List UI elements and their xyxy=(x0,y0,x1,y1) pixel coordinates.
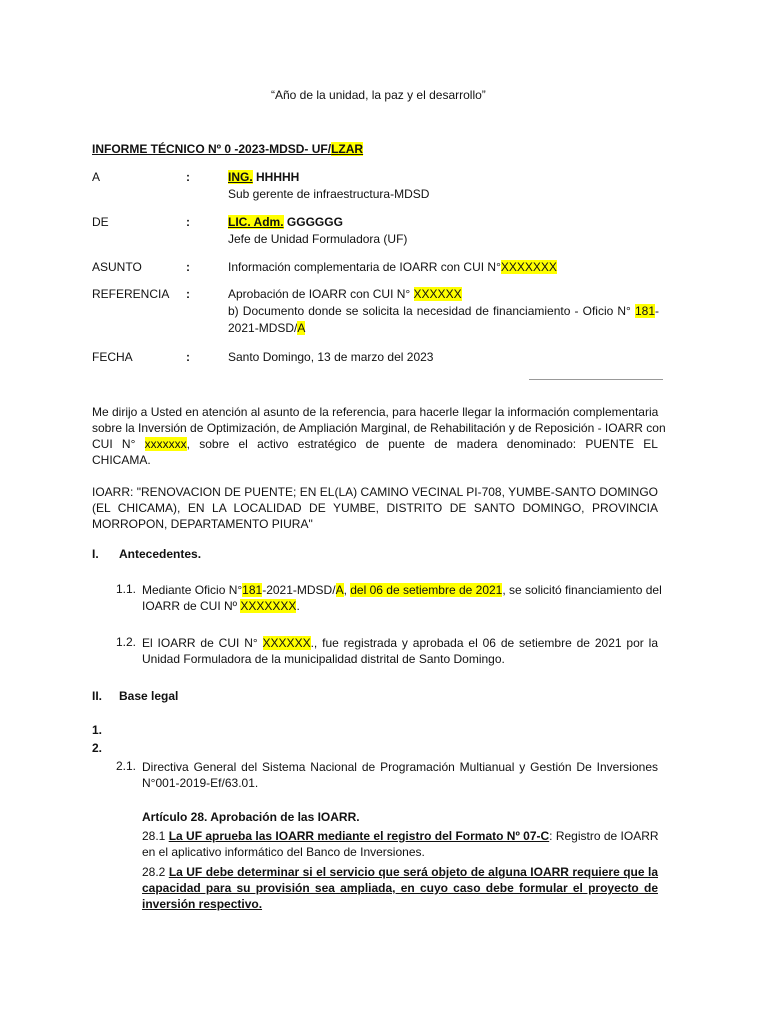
label-referencia: REFERENCIA xyxy=(92,287,170,301)
intro-line-3 xyxy=(92,436,658,452)
item-1-1-oficio: 181 xyxy=(242,583,263,597)
motto: “Año de la unidad, la paz y el desarrollo” xyxy=(271,88,486,102)
sender-title: LIC. Adm. xyxy=(228,215,284,229)
item-1-1-l2a: IOARR de CUI Nº xyxy=(142,599,241,613)
label-de: DE xyxy=(92,215,109,229)
item-1-1-date: del 06 de setiembre de 2021 xyxy=(350,583,503,597)
label-a: A xyxy=(92,170,101,184)
reference-line-3-highlight: A xyxy=(297,321,306,335)
section-2-title: Base legal xyxy=(119,689,179,703)
article-28-2-line-1 xyxy=(142,864,658,880)
article-28-2-line-1-text: La UF debe determinar si el servicio que será objeto de alguna IOARR requiere que la xyxy=(168,865,658,879)
sender-name xyxy=(228,215,343,229)
report-title-highlight: LZAR xyxy=(331,142,364,156)
item-1-1-letter: A xyxy=(335,583,344,597)
reference-line-1 xyxy=(228,287,462,301)
subject-text xyxy=(228,260,557,274)
item-1-2-line-2: Unidad Formuladora de la municipalidad distrital de Santo Domingo. xyxy=(142,652,505,666)
item-2-1-number: 2.1. xyxy=(116,759,137,773)
report-title-text: INFORME TÉCNICO Nº 0 -2023-MDSD- UF/ xyxy=(92,142,332,156)
ioarr-paragraph xyxy=(92,484,658,532)
reference-line-2-text: b) Documento donde se solicita la necesidad de financiamiento - Oficio N° xyxy=(228,304,635,318)
item-2-1-text xyxy=(142,759,658,791)
section-1-number: I. xyxy=(92,547,99,561)
ioarr-line-2: (EL CHICAMA), EN LA LOCALIDAD DE YUMBE, DISTRITO DE SANTO DOMINGO, PROVINCIA xyxy=(92,501,658,515)
item-1-2-cui: XXXXXX xyxy=(262,636,311,650)
reference-cui: XXXXXX xyxy=(413,287,462,301)
item-1-1-b: -2021-MDSD/ xyxy=(262,583,336,597)
sender-role: Jefe de Unidad Formuladora (UF) xyxy=(228,232,408,246)
header-divider xyxy=(529,379,663,380)
recipient-title: ING. xyxy=(228,170,253,184)
recipient-name-text: HHHHH xyxy=(252,170,300,184)
item-1-1-d: , se solicitó financiamiento del xyxy=(502,583,662,597)
item-1-1-text xyxy=(142,582,662,614)
article-28-title: Artículo 28. Aprobación de las IOARR. xyxy=(142,810,360,824)
reference-line-1-text: Aprobación de IOARR con CUI N° xyxy=(228,287,414,301)
subject-cui: XXXXXXX xyxy=(500,260,557,274)
article-28-1-bold: La UF aprueba las IOARR mediante el registro del Formato Nº 07-C xyxy=(168,829,550,843)
item-1-1-line-2 xyxy=(142,598,658,614)
colon-asunto: : xyxy=(186,260,190,274)
article-28-2-line-2: capacidad para su provisión sea ampliada, en cuyo caso debe formular el proyecto de xyxy=(142,881,658,895)
subject-text-main: Información complementaria de IOARR con CUI N° xyxy=(228,260,501,274)
intro-line-3-a: CUI N° xyxy=(92,437,145,451)
item-2-1-line-1: Directiva General del Sistema Nacional de Programación Multianual y Gestión De Inversiones xyxy=(142,760,658,774)
section-1-title: Antecedentes. xyxy=(119,547,202,561)
article-28-2-line-3: inversión respectivo. xyxy=(142,897,263,911)
reference-line-2-end: - xyxy=(655,304,659,318)
report-title xyxy=(92,142,363,156)
numbered-list-1: 1. xyxy=(92,723,103,737)
reference-oficio-number: 181 xyxy=(634,304,655,318)
sender-name-text: GGGGGG xyxy=(283,215,343,229)
item-1-1-a: Mediante Oficio N° xyxy=(142,583,243,597)
numbered-list-2: 2. xyxy=(92,741,103,755)
intro-line-3-b: , sobre el activo estratégico de puente de madera denominado: PUENTE EL xyxy=(186,437,658,451)
intro-line-4: CHICAMA. xyxy=(92,453,151,467)
reference-line-3-text: 2021-MDSD/ xyxy=(228,321,298,335)
colon-a: : xyxy=(186,170,190,184)
recipient-name xyxy=(228,170,299,184)
colon-de: : xyxy=(186,215,190,229)
intro-cui: xxxxxxx xyxy=(144,437,187,451)
item-1-2-line-1 xyxy=(142,635,658,651)
article-28-2 xyxy=(142,864,658,912)
section-2-number: II. xyxy=(92,689,103,703)
label-fecha: FECHA xyxy=(92,350,133,364)
reference-line-3 xyxy=(228,321,305,335)
article-28-1-line-1 xyxy=(142,828,658,844)
article-28-1 xyxy=(142,828,658,860)
intro-line-2: sobre la Inversión de Optimización, de Ampliación Marginal, de Rehabilitación y de Reposición - IOARR con xyxy=(92,421,666,435)
label-asunto: ASUNTO xyxy=(92,260,142,274)
ioarr-line-3: MORROPON, DEPARTAMENTO PIURA" xyxy=(92,517,313,531)
intro-line-1: Me dirijo a Usted en atención al asunto de la referencia, para hacerle llegar la información complementaria xyxy=(92,405,659,419)
ioarr-line-1: IOARR: "RENOVACION DE PUENTE; EN EL(LA) CAMINO VECINAL PI-708, YUMBE-SANTO DOMINGO xyxy=(92,485,658,499)
item-1-2-text xyxy=(142,635,658,667)
item-2-1-line-2: N°001-2019-Ef/63.01. xyxy=(142,776,259,790)
item-1-1-number: 1.1. xyxy=(116,582,137,596)
article-28-1-line-2: en el aplicativo informático del Banco de Inversiones. xyxy=(142,845,425,859)
colon-fecha: : xyxy=(186,350,190,364)
item-1-1-l2b: . xyxy=(296,599,300,613)
article-28-1-rest: : Registro de IOARR xyxy=(549,829,659,843)
item-1-2-a: El IOARR de CUI N° xyxy=(142,636,263,650)
colon-referencia: : xyxy=(186,287,190,301)
article-28-1-number: 28.1 xyxy=(142,829,169,843)
item-1-1-c: , xyxy=(343,583,351,597)
reference-line-2 xyxy=(228,304,659,318)
item-1-2-b: ., fue registrada y aprobada el 06 de setiembre de 2021 por la xyxy=(310,636,658,650)
item-1-1-line-1 xyxy=(142,582,662,598)
recipient-role: Sub gerente de infraestructura-MDSD xyxy=(228,187,430,201)
item-1-2-number: 1.2. xyxy=(116,635,137,649)
intro-paragraph xyxy=(92,404,666,468)
date-text: Santo Domingo, 13 de marzo del 2023 xyxy=(228,350,434,364)
article-28-2-number: 28.2 xyxy=(142,865,169,879)
item-1-1-cui: XXXXXXX xyxy=(240,599,297,613)
reference-line-2-inner xyxy=(228,304,659,318)
